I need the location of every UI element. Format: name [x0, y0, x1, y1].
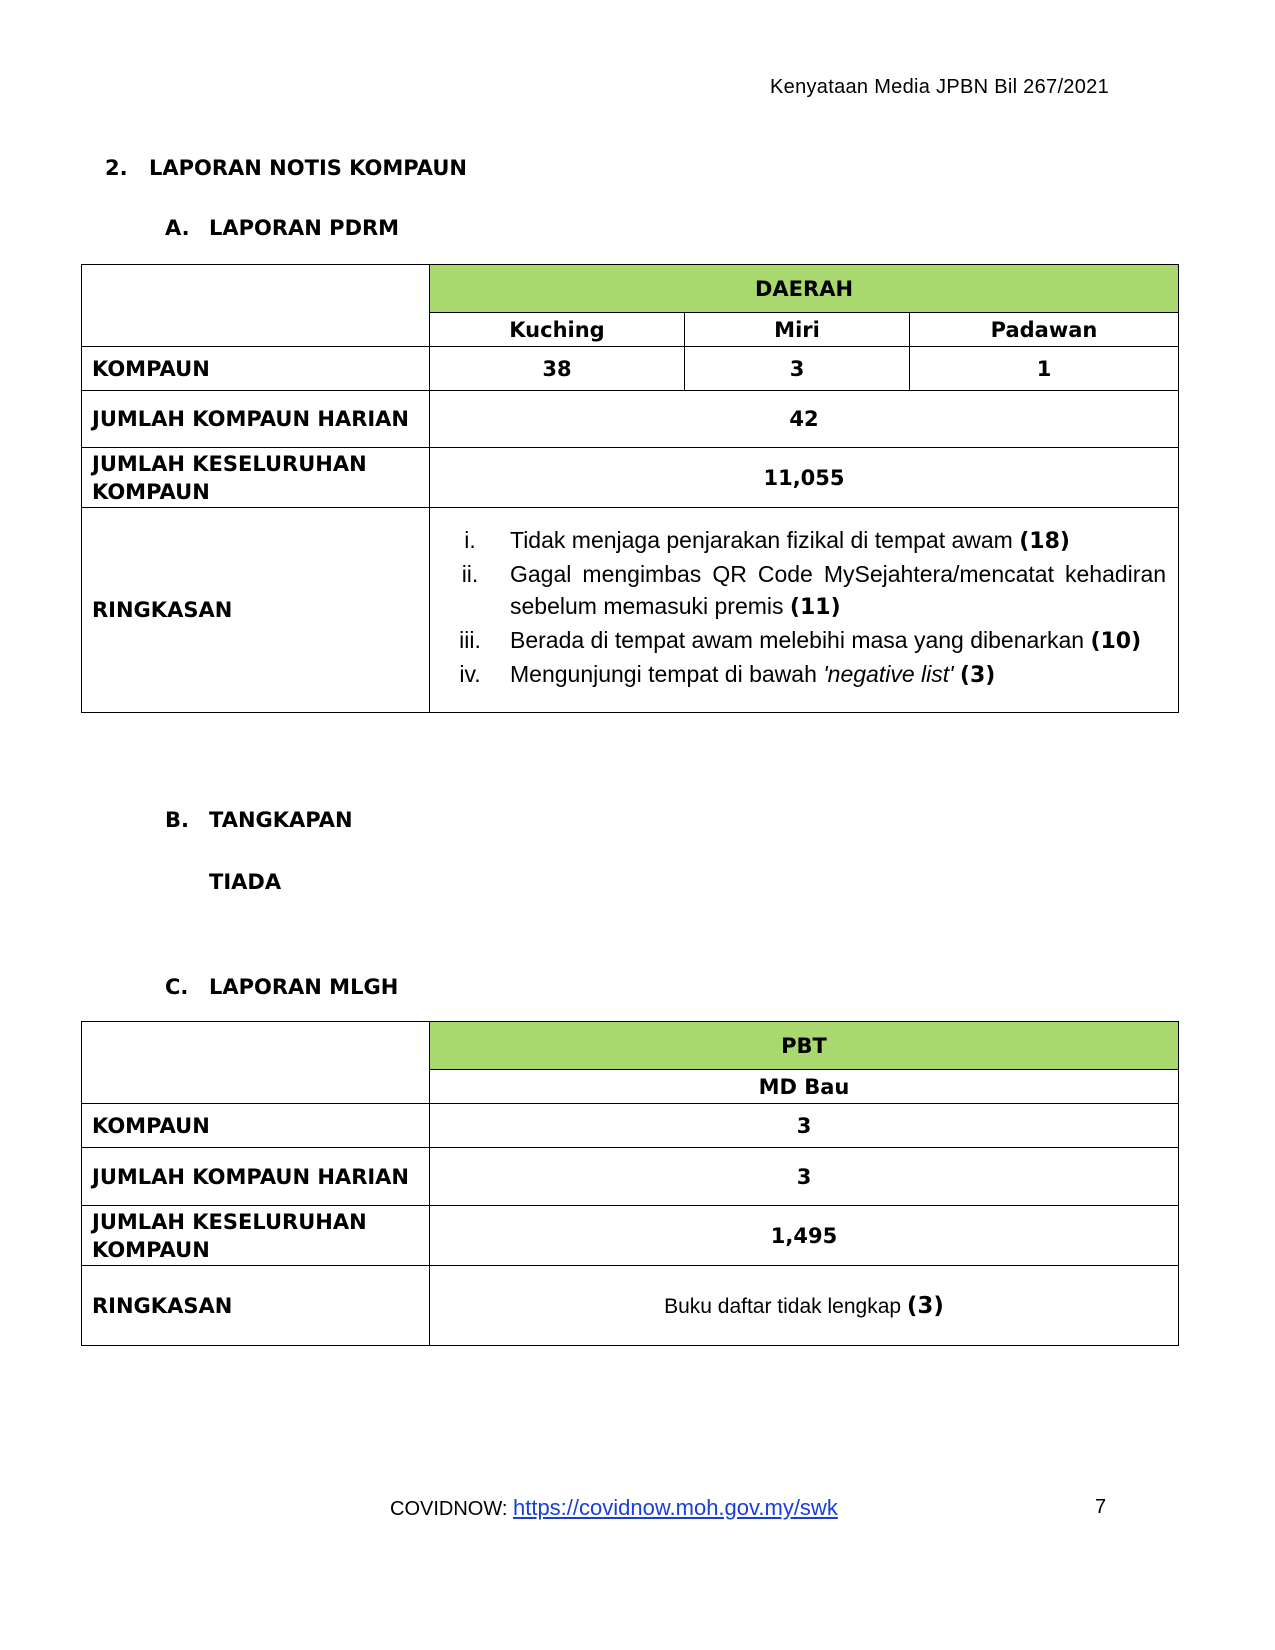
summary-italic-text: 'negative list' [823, 661, 954, 687]
row-label-jumlah-kompaun-harian: JUMLAH KOMPAUN HARIAN [82, 391, 430, 448]
summary-count: (10) [1090, 629, 1142, 654]
ringkasan-list [430, 514, 1178, 706]
list-marker: iv. [459, 661, 481, 687]
pdrm-report-table [81, 264, 1179, 713]
column-header-md-bau: MD Bau [430, 1070, 1179, 1104]
subsection-letter: C. [165, 975, 189, 999]
list-marker: ii. [461, 561, 479, 587]
list-item [430, 624, 1166, 658]
row-label-kompaun: KOMPAUN [82, 347, 430, 391]
summary-text: Berada di tempat awam melebihi masa yang dibenarkan [510, 627, 1085, 653]
label-line: KOMPAUN [92, 1237, 210, 1262]
kompaun-value: 3 [430, 1104, 1179, 1148]
jumlah-kompaun-harian-value: 42 [430, 391, 1179, 448]
kompaun-miri-value: 3 [685, 347, 910, 391]
list-marker: i. [464, 527, 476, 553]
mlgh-report-table [81, 1021, 1179, 1346]
row-label-ringkasan: RINGKASAN [82, 508, 430, 713]
column-header-padawan: Padawan [910, 313, 1179, 347]
tangkapan-value: TIADA [209, 870, 282, 894]
subsection-mlgh-title [165, 975, 398, 999]
summary-count: (3) [906, 1292, 944, 1319]
label-line: KOMPAUN [92, 479, 210, 504]
subsection-letter: A. [165, 216, 190, 240]
summary-text: Buku daftar tidak lengkap [664, 1294, 902, 1318]
summary-text: Tidak menjaga penjarakan fizikal di tempat awam [510, 527, 1013, 553]
document-reference: Kenyataan Media JPBN Bil 267/2021 [770, 76, 1110, 98]
subsection-title-text: LAPORAN PDRM [209, 216, 400, 240]
summary-count: (18) [1019, 529, 1070, 554]
section-title [105, 156, 467, 180]
kompaun-kuching-value: 38 [430, 347, 685, 391]
subsection-letter: B. [165, 808, 189, 832]
kompaun-padawan-value: 1 [910, 347, 1179, 391]
label-line: JUMLAH KESELURUHAN [92, 451, 367, 476]
group-header-pbt: PBT [430, 1022, 1179, 1070]
jumlah-keseluruhan-kompaun-value: 1,495 [430, 1206, 1179, 1266]
row-label-kompaun: KOMPAUN [82, 1104, 430, 1148]
row-label-jumlah-keseluruhan-kompaun [82, 1206, 430, 1266]
summary-count: (11) [789, 595, 841, 620]
summary-count: (3) [959, 663, 996, 688]
page-number: 7 [1095, 1496, 1107, 1518]
jumlah-keseluruhan-kompaun-value: 11,055 [430, 448, 1179, 508]
column-header-miri: Miri [685, 313, 910, 347]
ringkasan-cell [430, 1266, 1179, 1346]
list-item [430, 524, 1166, 558]
covidnow-link[interactable]: https://covidnow.moh.gov.my/swk [512, 1495, 838, 1520]
ringkasan-cell [430, 508, 1179, 713]
row-label-ringkasan: RINGKASAN [82, 1266, 430, 1346]
summary-text: Gagal mengimbas QR Code MySejahtera/mencatat kehadiran sebelum memasuki premis [510, 561, 1167, 619]
subsection-tangkapan-title [165, 808, 353, 832]
table-corner-cell [82, 265, 430, 347]
subsection-title-text: LAPORAN MLGH [209, 975, 399, 999]
summary-text: Mengunjungi tempat di bawah [510, 661, 817, 687]
label-line: JUMLAH KESELURUHAN [92, 1209, 367, 1234]
row-label-jumlah-keseluruhan-kompaun [82, 448, 430, 508]
subsection-title-text: TANGKAPAN [209, 808, 353, 832]
subsection-pdrm-title [165, 216, 399, 240]
footer-label: COVIDNOW: [390, 1498, 508, 1520]
table-corner-cell [82, 1022, 430, 1104]
row-label-jumlah-kompaun-harian: JUMLAH KOMPAUN HARIAN [82, 1148, 430, 1206]
group-header-daerah: DAERAH [430, 265, 1179, 313]
column-header-kuching: Kuching [430, 313, 685, 347]
section-number: 2. [105, 156, 128, 180]
list-item [430, 658, 1166, 692]
jumlah-kompaun-harian-value: 3 [430, 1148, 1179, 1206]
list-item [430, 558, 1166, 624]
list-marker: iii. [459, 627, 481, 653]
footer [390, 1495, 838, 1521]
section-title-text: LAPORAN NOTIS KOMPAUN [149, 156, 467, 180]
